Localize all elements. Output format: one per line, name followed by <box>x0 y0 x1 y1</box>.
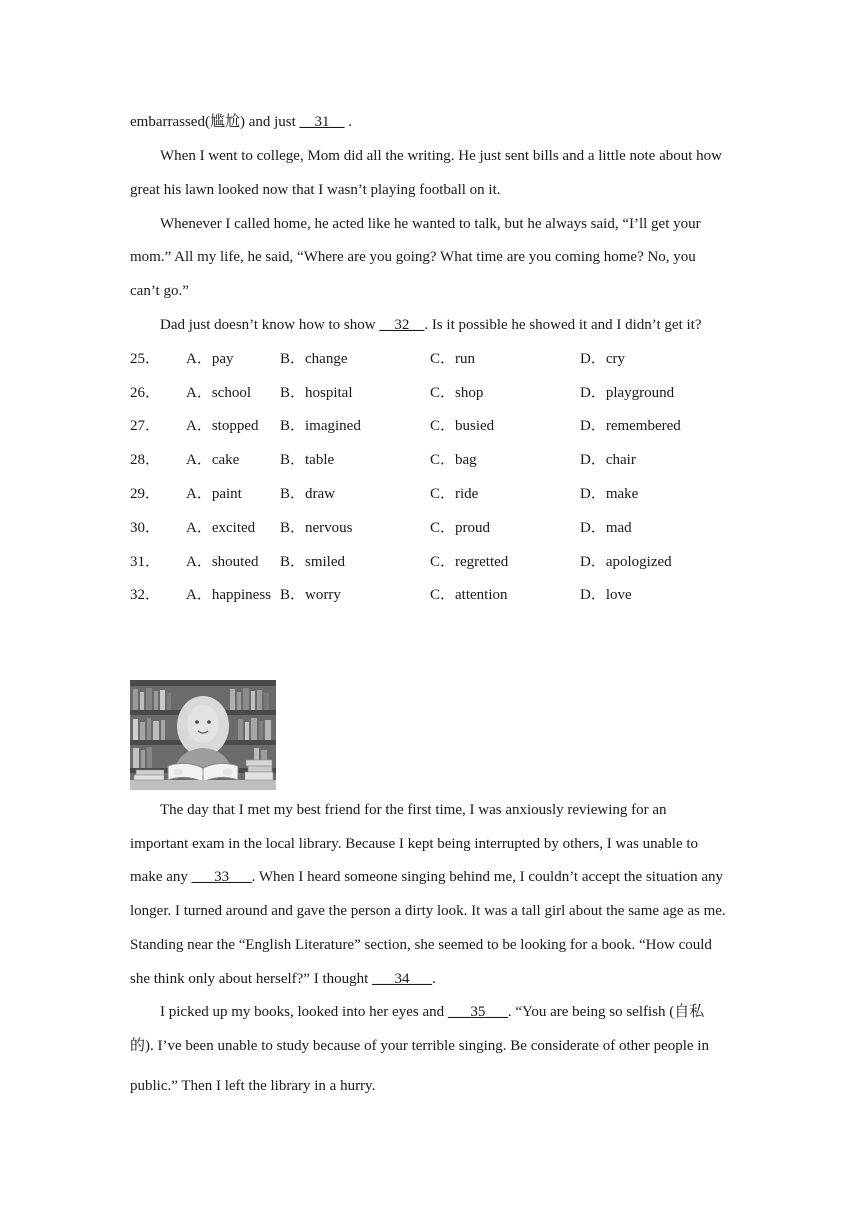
blank-32: __32__ <box>379 317 425 333</box>
option-c[interactable]: C．regretted <box>430 554 509 570</box>
option-b[interactable]: B．hospital <box>280 385 353 401</box>
question-number: 25． <box>130 351 161 367</box>
passage-line: When I went to college, Mom did all the writing. He just sent bills and a little note about how <box>160 148 722 164</box>
option-d[interactable]: D．chair <box>580 452 636 468</box>
passage-line: great his lawn looked now that I wasn’t playing football on it. <box>130 182 501 198</box>
option-a[interactable]: A．stopped <box>186 418 259 434</box>
text: . Is it possible he showed it and I didn’t get it? <box>424 317 702 333</box>
passage-line: Standing near the “English Literature” section, she seemed to be looking for a book. “How could <box>130 937 712 953</box>
text: . <box>344 114 353 130</box>
question-30-options <box>130 518 750 538</box>
option-b[interactable]: B．smiled <box>280 554 346 570</box>
question-number: 31． <box>130 554 161 570</box>
option-d[interactable]: D．mad <box>580 520 632 536</box>
option-a[interactable]: A．school <box>186 385 251 401</box>
option-b[interactable]: B．draw <box>280 486 335 502</box>
option-b[interactable]: B．table <box>280 452 335 468</box>
passage-line <box>130 112 740 132</box>
passage-line <box>160 315 770 335</box>
question-26-options <box>130 383 750 403</box>
passage-line: important exam in the local library. Because I kept being interrupted by others, I was unable to <box>130 836 699 852</box>
passage-line: The day that I met my best friend for the first time, I was anxiously reviewing for an <box>160 802 667 818</box>
option-b[interactable]: B．imagined <box>280 418 361 434</box>
question-28-options <box>130 450 750 470</box>
blank-33: ___33___ <box>191 869 252 885</box>
option-a[interactable]: A．paint <box>186 486 242 502</box>
option-c[interactable]: C．proud <box>430 520 491 536</box>
passage-line: can’t go.” <box>130 283 189 299</box>
blank-31: __31__ <box>299 114 345 130</box>
option-d[interactable]: D．playground <box>580 385 675 401</box>
passage-line: Whenever I called home, he acted like he wanted to talk, but he always said, “I’ll get your <box>160 216 701 232</box>
question-number: 28． <box>130 452 161 468</box>
question-29-options <box>130 484 750 504</box>
option-a[interactable]: A．cake <box>186 452 240 468</box>
option-c[interactable]: C．busied <box>430 418 495 434</box>
option-b[interactable]: B．worry <box>280 587 341 603</box>
text: . “You are being so selfish (自私 <box>507 1004 705 1020</box>
option-c[interactable]: C．ride <box>430 486 479 502</box>
text: . <box>432 971 436 987</box>
text: embarrassed(尴尬) and just <box>130 114 300 130</box>
question-number: 29． <box>130 486 161 502</box>
passage-line: longer. I turned around and gave the person a dirty look. It was a tall girl about the same age as me. <box>130 903 726 919</box>
text: she think only about herself?” I thought <box>130 971 373 987</box>
question-number: 26． <box>130 385 161 401</box>
passage-line <box>160 1002 770 1022</box>
option-b[interactable]: B．nervous <box>280 520 353 536</box>
passage-line: mom.” All my life, he said, “Where are you going? What time are you coming home? No, you <box>130 249 696 265</box>
passage-line: public.” Then I left the library in a hurry. <box>130 1078 376 1094</box>
question-27-options <box>130 416 750 436</box>
question-31-options <box>130 552 750 572</box>
question-number: 30． <box>130 520 161 536</box>
option-a[interactable]: A．pay <box>186 351 234 367</box>
library-reading-illustration <box>130 680 276 790</box>
question-number: 27． <box>130 418 161 434</box>
option-c[interactable]: C．bag <box>430 452 477 468</box>
option-c[interactable]: C．attention <box>430 587 508 603</box>
option-b[interactable]: B．change <box>280 351 348 367</box>
option-a[interactable]: A．happiness <box>186 587 271 603</box>
question-number: 32． <box>130 587 161 603</box>
passage-line: 的). I’ve been unable to study because of your terrible singing. Be considerate of other people in <box>130 1038 709 1054</box>
blank-34: ___34___ <box>372 971 433 987</box>
option-c[interactable]: C．run <box>430 351 476 367</box>
text: I picked up my books, looked into her eyes and <box>160 1004 448 1020</box>
blank-35: ___35___ <box>447 1004 508 1020</box>
option-d[interactable]: D．apologized <box>580 554 672 570</box>
option-d[interactable]: D．make <box>580 486 639 502</box>
option-d[interactable]: D．remembered <box>580 418 681 434</box>
text: . When I heard someone singing behind me, I couldn’t accept the situation any <box>251 869 724 885</box>
question-32-options <box>130 585 750 605</box>
option-a[interactable]: A．excited <box>186 520 256 536</box>
passage-line <box>130 867 740 887</box>
text: make any <box>130 869 192 885</box>
option-a[interactable]: A．shouted <box>186 554 259 570</box>
option-c[interactable]: C．shop <box>430 385 484 401</box>
question-25-options <box>130 349 750 369</box>
text: Dad just doesn’t know how to show <box>160 317 380 333</box>
option-d[interactable]: D．cry <box>580 351 625 367</box>
passage-line <box>130 969 740 989</box>
option-d[interactable]: D．love <box>580 587 632 603</box>
